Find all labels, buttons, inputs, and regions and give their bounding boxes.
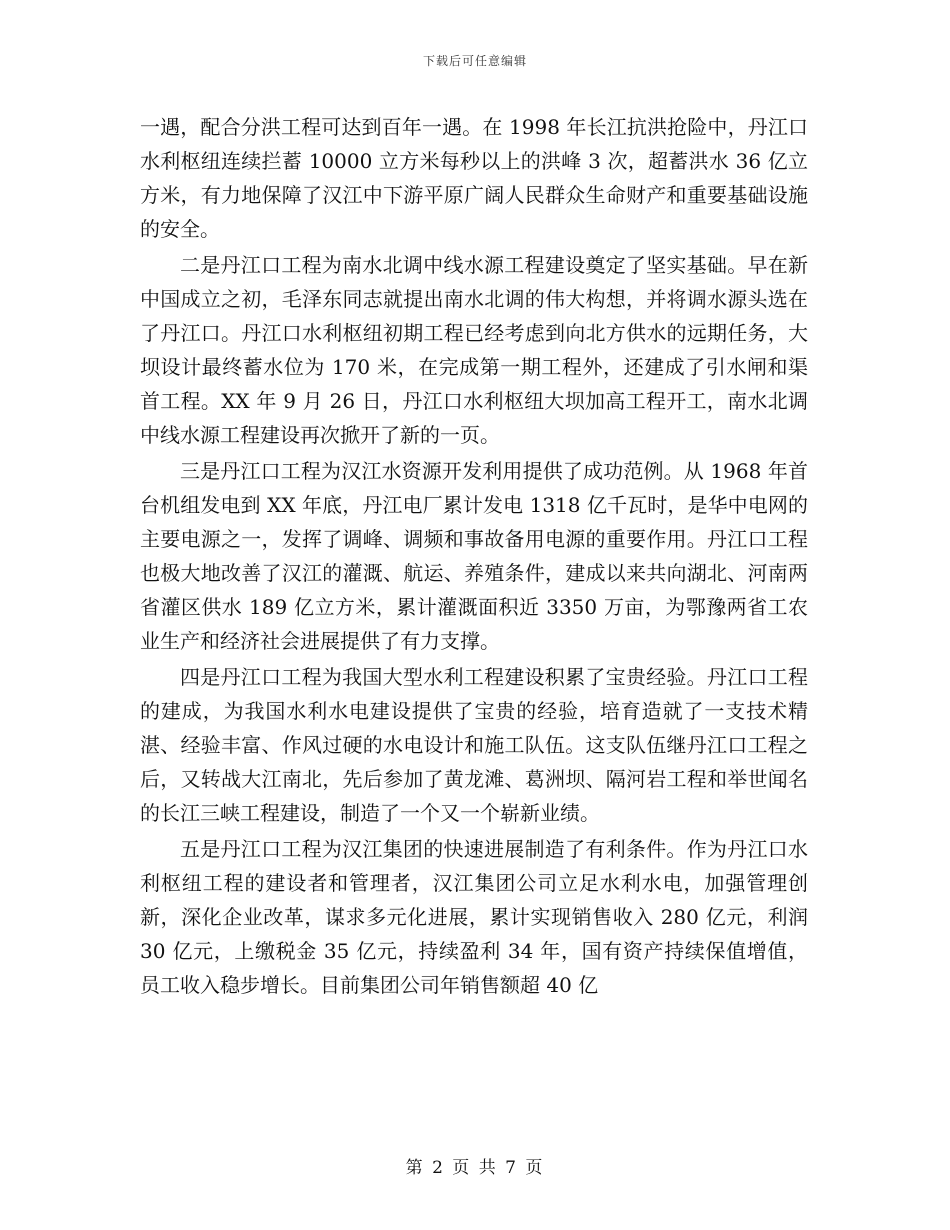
paragraph-4: 四是丹江口工程为我国大型水利工程建设积累了宝贵经验。丹江口工程的建成，为我国水利水电建设提供了宝贵的经验，培育造就了一支技术精湛、经验丰富、作风过硬的水电设计和施工队伍。这支队伍继丹江口工程之后，又转战大江南北，先后参加了黄龙滩、葛洲坝、隔河岩工程和举世闻名的长江三峡工程建设，制造了一个又一个崭新业绩。 [140,665,808,825]
paragraph-2: 二是丹江口工程为南水北调中线水源工程建设奠定了坚实基础。早在新中国成立之初，毛泽东同志就提出南水北调的伟大构想，并将调水源头选在了丹江口。丹江口水利枢纽初期工程已经考虑到向北方供水的远期任务，大坝设计最终蓄水位为 170 米，在完成第一期工程外，还建成了引水闸和渠首工程。XX 年 9 月 26 日，丹江口水利枢纽大坝加高工程开工，南水北调中线水源工程建设再次掀开了新的一页。 [140,253,808,447]
paragraph-1: 一遇，配合分洪工程可达到百年一遇。在 1998 年长江抗洪抢险中，丹江口水利枢纽连续拦蓄 10000 立方米每秒以上的洪峰 3 次，超蓄洪水 36 亿立方米，有力地保障了汉江中下游平原广阔人民群众生命财产和重要基础设施的安全。 [140,115,808,241]
document-body [140,110,808,1004]
paragraph-5: 五是丹江口工程为汉江集团的快速进展制造了有利条件。作为丹江口水利枢纽工程的建设者和管理者，汉江集团公司立足水利水电，加强管理创新，深化企业改革，谋求多元化进展，累计实现销售收入 280 亿元，利润 30 亿元，上缴税金 35 亿元，持续盈利 34 年，国有资产持续保值增值，员工收入稳步增长。目前集团公司年销售额超 40 亿 [140,837,808,997]
page-number-footer: 第 2 页 共 7 页 [405,1158,545,1178]
paragraph-3: 三是丹江口工程为汉江水资源开发利用提供了成功范例。从 1968 年首台机组发电到 XX 年底，丹江电厂累计发电 1318 亿千瓦时，是华中电网的主要电源之一，发挥了调峰、调频和事故备用电源的重要作用。丹江口工程也极大地改善了汉江的灌溉、航运、养殖条件，建成以来共向湖北、河南两省灌区供水 189 亿立方米，累计灌溉面积近 3350 万亩，为鄂豫两省工农业生产和经济社会进展提供了有力支撑。 [140,459,808,653]
page-header: 下载后可任意编辑 [422,54,527,68]
